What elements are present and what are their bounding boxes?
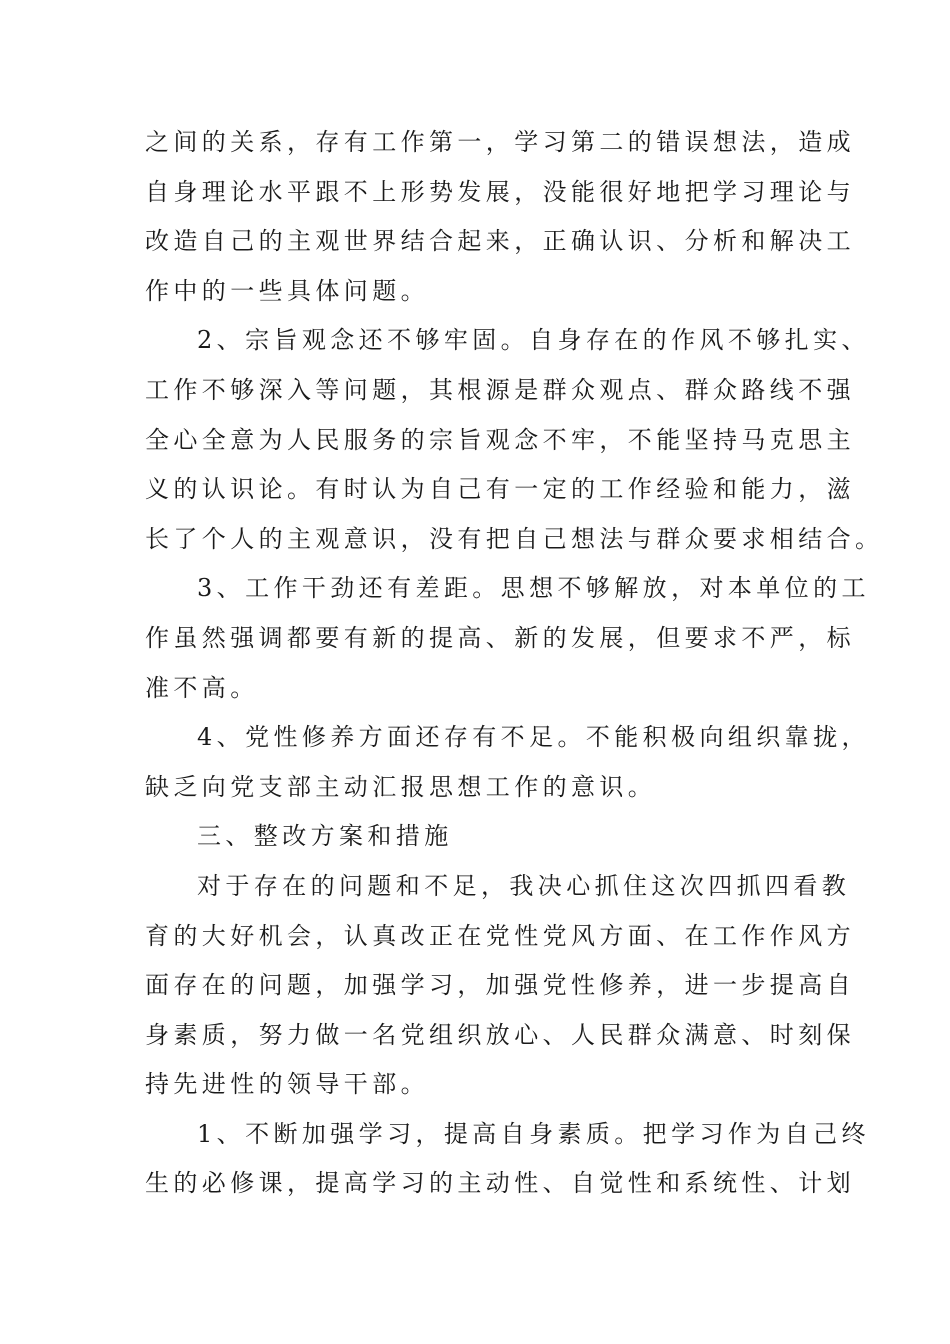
text-line: 准不高。 [145, 673, 259, 702]
text-line: 工作不够深入等问题，其根源是群众观点、群众路线不强 [145, 375, 855, 404]
text-line: 全心全意为人民服务的宗旨观念不牢，不能坚持马克思主 [145, 425, 855, 454]
text-line: 身素质，努力做一名党组织放心、人民群众满意、时刻保 [145, 1020, 855, 1049]
text-line: 作中的一些具体问题。 [145, 276, 429, 305]
text-line: 育的大好机会，认真改正在党性党风方面、在工作作风方 [145, 921, 855, 950]
text-line: 义的认识论。有时认为自己有一定的工作经验和能力，滋 [145, 475, 855, 504]
text-line: 长了个人的主观意识，没有把自己想法与群众要求相结合。 [145, 524, 884, 553]
section-heading: 三、整改方案和措施 [197, 822, 453, 851]
text-line: 自身理论水平跟不上形势发展，没能很好地把学习理论与 [145, 177, 855, 206]
paragraph-start-line: 2、宗旨观念还不够牢固。自身存在的作风不够扎实、 [197, 326, 870, 355]
document-body [145, 118, 884, 1209]
paragraph-start-line: 对于存在的问题和不足，我决心抓住这次四抓四看教 [197, 871, 851, 900]
text-line: 面存在的问题，加强学习，加强党性修养，进一步提高自 [145, 971, 855, 1000]
text-line: 改造自己的主观世界结合起来，正确认识、分析和解决工 [145, 227, 855, 256]
paragraph-start-line: 4、党性修养方面还存有不足。不能积极向组织靠拢， [197, 723, 870, 752]
paragraph-start-line: 1、不断加强学习，提高自身素质。把学习作为自己终 [197, 1119, 870, 1148]
paragraph-start-line: 3、工作干劲还有差距。思想不够解放，对本单位的工 [197, 574, 870, 603]
text-line: 作虽然强调都要有新的提高、新的发展，但要求不严，标 [145, 623, 855, 652]
text-line: 生的必修课，提高学习的主动性、自觉性和系统性、计划 [145, 1169, 855, 1198]
text-line: 缺乏向党支部主动汇报思想工作的意识。 [145, 772, 657, 801]
text-line: 之间的关系，存有工作第一，学习第二的错误想法，造成 [145, 128, 855, 156]
text-line: 持先进性的领导干部。 [145, 1070, 429, 1099]
